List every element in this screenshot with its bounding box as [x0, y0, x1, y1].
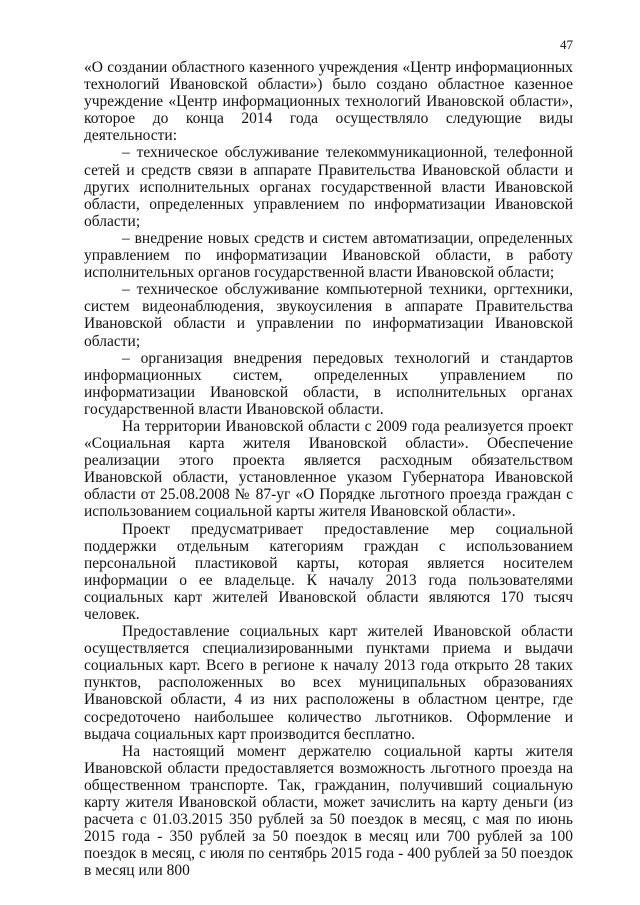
paragraph: Проект предусматривает предоставление мер социальной поддержки отдельным категориям граждан с использованием персональной пластиковой карты, которая является носителем информации о ее владельце. К началу 2013 года пользователями социальных карт жителей Ивановской области являются 170 тысяч человек. — [84, 520, 573, 623]
page-number: 47 — [560, 37, 573, 52]
paragraph: На территории Ивановской области с 2009 года реализуется проект «Социальная карта жителя Ивановской области». Обеспечение реализации этого проекта является расходным обязательством Ивановской области, установленное указом Губернатора Ивановской области от 25.08.2008 № 87-уг «О Порядке льготного проезда граждан с использованием социальной карты жителя Ивановской области». — [84, 417, 573, 521]
bullet-item: – техническое обслуживание компьютерной техники, оргтехники, систем видеонаблюдения, звукоусиления в аппарате Правительства Ивановской области и управлении по информатизации Ивановской области; — [84, 281, 573, 350]
paragraph-continuation: «О создании областного казенного учреждения «Центр информационных технологий Ивановской области») было создано областное казенное учреждение «Центр информационных технологий Ивановской области», которое до конца 2014 года осуществляло следующие виды деятельности: — [84, 59, 573, 145]
document-body — [84, 59, 573, 880]
bullet-item: – внедрение новых средств и систем автоматизации, определенных управлением по информатизации Ивановской области, в работу исполнительных органов государственной власти Ивановской области; — [84, 229, 573, 282]
paragraph: Предоставление социальных карт жителей Ивановской области осуществляется специализированными пунктами приема и выдачи социальных карт. Всего в регионе к началу 2013 года открыто 28 таких пунктов, расположенных во всех муниципальных образованиях Ивановской области, 4 из них расположены в областном центре, где сосредоточено наибольшее количество льготников. Оформление и выдача социальных карт производится бесплатно. — [84, 623, 573, 743]
bullet-item: – организация внедрения передовых технологий и стандартов информационных систем, определенных управлением по информатизации Ивановской области, в исполнительных органах государственной власти Ивановской области. — [84, 349, 573, 418]
paragraph: На настоящий момент держателю социальной карты жителя Ивановской области предоставляется возможность льготного проезда на общественном транспорте. Так, гражданин, получивший социальную карту жителя Ивановской области, может зачислить на карту деньги (из расчета с 01.03.2015 350 рублей за 50 поездок в месяц, с мая по июнь 2015 года - 350 рублей за 50 поездок в месяц или 700 рублей за 100 поездок в месяц, с июля по сентябрь 2015 года - 400 рублей за 50 поездок в месяц или 800 — [84, 742, 573, 880]
bullet-item: – техническое обслуживание телекоммуникационной, телефонной сетей и средств связи в аппарате Правительства Ивановской области и других исполнительных органах государственной власти Ивановской области, определенных управлением по информатизации Ивановской области; — [84, 144, 573, 230]
